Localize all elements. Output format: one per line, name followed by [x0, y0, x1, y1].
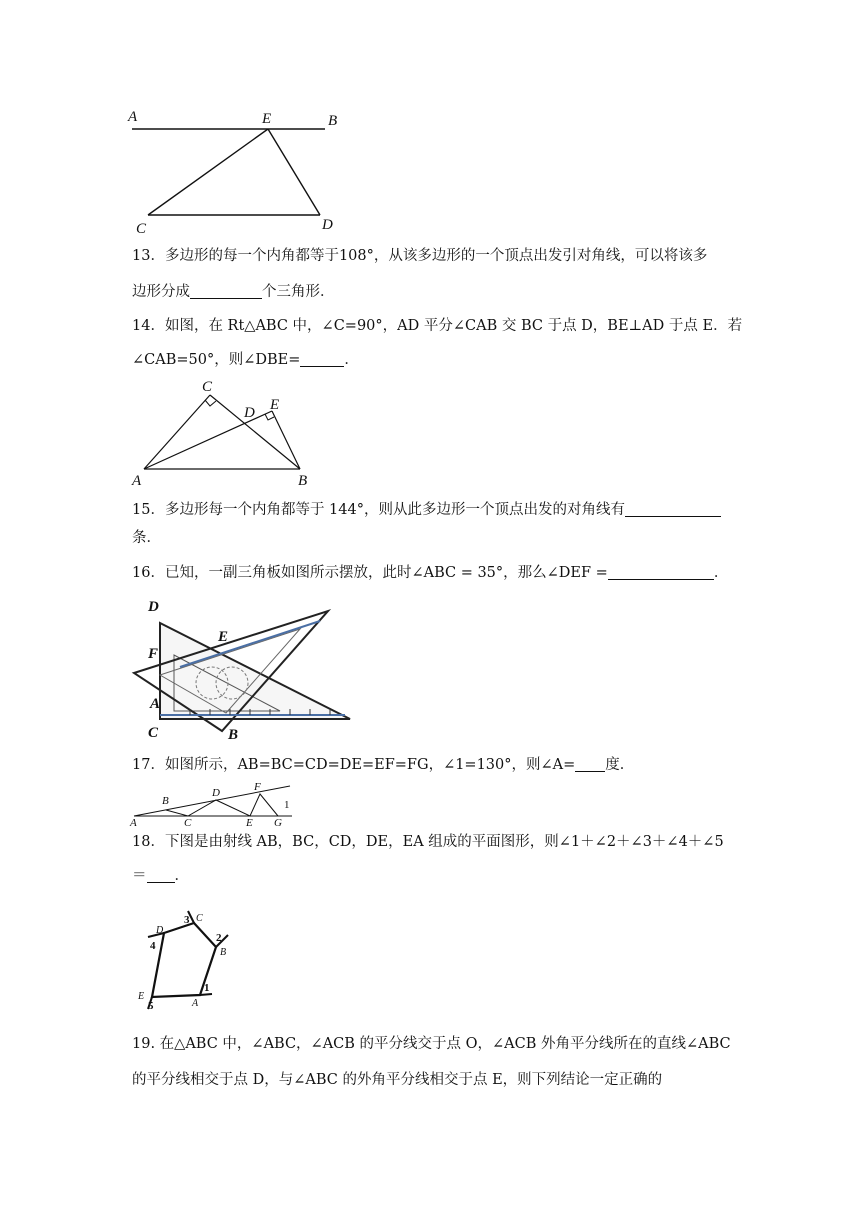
- segment-CB: [210, 395, 300, 469]
- segment-ED: [268, 129, 320, 215]
- label-A: A: [150, 696, 161, 712]
- figure-q18: [130, 905, 250, 1015]
- label-4: 4: [150, 940, 156, 952]
- q15-answer-blank: [625, 502, 721, 517]
- figure-q17: [130, 778, 300, 829]
- label-C: C: [202, 379, 213, 395]
- figure-q16: [130, 595, 360, 743]
- segment-EC: [148, 129, 268, 215]
- q13-text-a: 边形分成: [132, 284, 190, 300]
- label-D: D: [322, 217, 333, 233]
- q13-line1: 13．多边形的每一个内角都等于108°，从该多边形的一个顶点出发引对角线，可以将该多: [132, 248, 708, 264]
- q13-line2: [132, 282, 742, 302]
- label-C: C: [148, 725, 159, 741]
- q17-text: 17．如图所示，AB=BC=CD=DE=EF=FG，∠1=130°，则∠A=: [132, 757, 576, 773]
- figure-q14: [130, 375, 330, 490]
- q16-answer-blank: [608, 565, 714, 580]
- zigzag: [166, 794, 278, 816]
- label-D: D: [148, 599, 159, 615]
- label-A: A: [130, 817, 137, 829]
- label-F: F: [254, 781, 261, 793]
- q14-end: ．: [344, 352, 359, 368]
- label-E: E: [138, 991, 145, 1002]
- segment-AC: [144, 395, 210, 469]
- label-B: B: [328, 113, 338, 129]
- q15-line1: [132, 500, 742, 520]
- label-F: F: [148, 646, 159, 662]
- label-A: A: [128, 109, 138, 125]
- label-E: E: [218, 629, 229, 645]
- label-C: C: [136, 221, 147, 237]
- label-E: E: [246, 817, 253, 829]
- q19-line2: 的平分线相交于点 D，与∠ABC 的外角平分线相交于点 E，则下列结论一定正确的: [132, 1072, 663, 1088]
- label-B: B: [162, 795, 169, 807]
- label-A: A: [132, 473, 142, 489]
- q14-answer-blank: [300, 352, 344, 367]
- label-C: C: [184, 817, 192, 829]
- q15-text: 15．多边形每一个内角都等于 144°，则从此多边形一个顶点出发的对角线有: [132, 502, 625, 518]
- right-angle-C: [205, 400, 216, 406]
- label-B: B: [228, 727, 239, 743]
- label-E: E: [262, 111, 272, 127]
- q17-line1: [132, 755, 742, 775]
- q14-line1: 14．如图，在 Rt△ABC 中，∠C=90°，AD 平分∠CAB 交 BC 于点 D，BE⊥AD 于点 E．若: [132, 318, 743, 334]
- label-1: 1: [284, 799, 290, 811]
- label-B: B: [220, 947, 227, 958]
- q16-line1: [132, 563, 742, 583]
- q17-answer-blank: [575, 757, 605, 772]
- label-B: B: [298, 473, 308, 489]
- label-2: 2: [216, 932, 222, 944]
- q16-text: 16．已知，一副三角板如图所示摆放，此时∠ABC = 35°，那么∠DEF =: [132, 565, 608, 581]
- q15-line2: 条．: [132, 530, 161, 546]
- label-D: D: [212, 787, 220, 799]
- q14-line2: [132, 350, 742, 370]
- q16-end: ．: [713, 565, 729, 581]
- label-5: 5: [148, 1000, 154, 1012]
- q14-text: ∠CAB=50°，则∠DBE=: [132, 352, 301, 368]
- label-C: C: [196, 913, 203, 924]
- right-angle-E: [265, 414, 274, 420]
- q13-text-b: 个三角形．: [262, 284, 335, 300]
- figure-q12: [120, 105, 360, 240]
- label-D: D: [244, 405, 255, 421]
- q18-line1: 18．下图是由射线 AB，BC，CD，DE，EA 组成的平面图形，则∠1＋∠2＋∠3＋∠4＋∠5: [132, 834, 724, 850]
- q18-text: ＝: [132, 868, 147, 884]
- q18-line2: [132, 866, 742, 886]
- segment-EB: [272, 411, 300, 469]
- label-E: E: [270, 397, 280, 413]
- q18-answer-blank: [147, 868, 175, 883]
- q19-line1: 19. 在△ABC 中，∠ABC，∠ACB 的平分线交于点 O，∠ACB 外角平分线所在的直线∠ABC: [132, 1036, 731, 1052]
- label-1: 1: [204, 982, 210, 994]
- label-3: 3: [184, 914, 190, 926]
- q17-end: 度．: [605, 757, 635, 773]
- set-square-30-60: [160, 623, 350, 719]
- label-G: G: [274, 817, 282, 829]
- q18-end: ．: [174, 868, 189, 884]
- ray-AE: [200, 994, 212, 995]
- label-D: D: [156, 925, 164, 936]
- q13-answer-blank: [190, 284, 262, 299]
- label-A: A: [192, 998, 199, 1009]
